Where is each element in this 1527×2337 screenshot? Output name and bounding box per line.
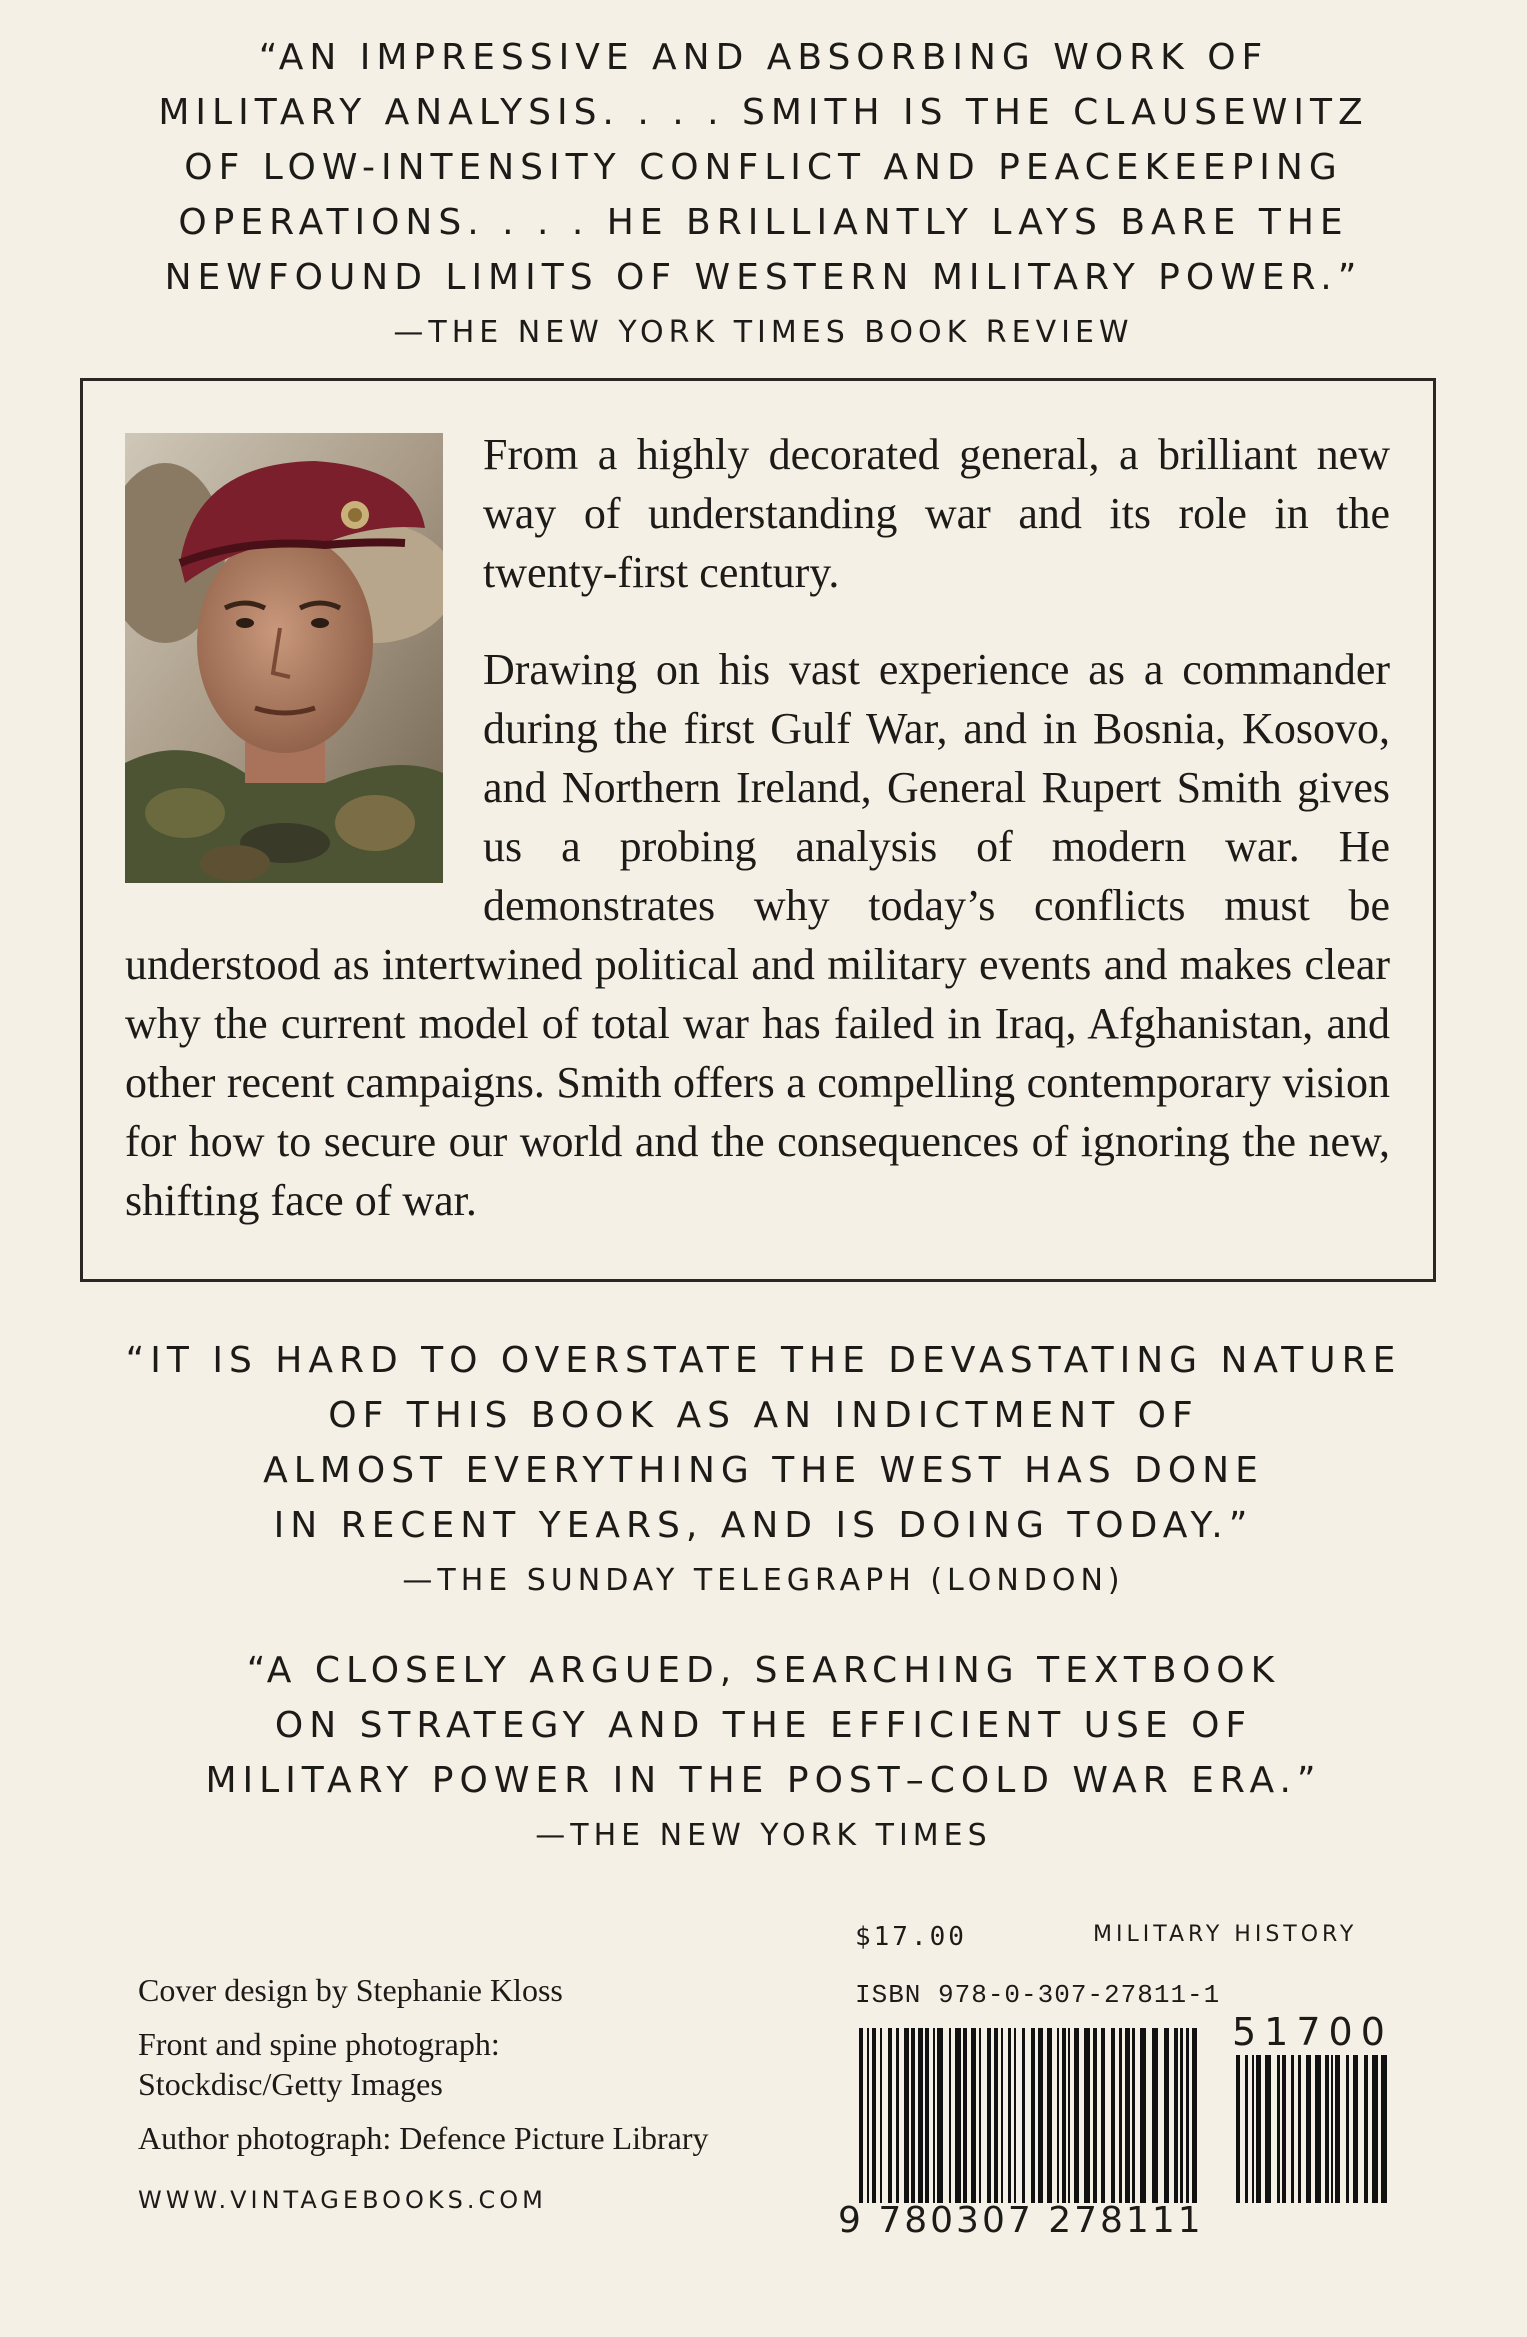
credits-block — [138, 1970, 858, 2234]
barcode-bar — [896, 2028, 899, 2203]
barcode-bar — [1140, 2028, 1146, 2203]
quote-line: ALMOST EVERYTHING THE WEST HAS DONE — [263, 1450, 1264, 1491]
category-label: MILITARY HISTORY — [1093, 1922, 1358, 1947]
barcode-bar — [1245, 2055, 1248, 2203]
barcode — [855, 2028, 1205, 2203]
barcode-bar — [1111, 2028, 1115, 2203]
quote-line: OF THIS BOOK AS AN INDICTMENT OF — [328, 1395, 1199, 1436]
barcode-bar — [1014, 2028, 1016, 2203]
front-photo-credit-line-1: Front and spine photograph: — [138, 2026, 500, 2062]
barcode-bar — [1298, 2055, 1301, 2203]
barcode-bar — [937, 2028, 943, 2203]
barcode-bar — [867, 2028, 869, 2203]
barcode-bar — [1364, 2055, 1368, 2203]
barcode-bar — [1164, 2028, 1169, 2203]
quote-attribution: —THE NEW YORK TIMES BOOK REVIEW — [393, 315, 1134, 350]
review-quote-nyt — [0, 1643, 1527, 1863]
barcode-bar — [1192, 2028, 1197, 2203]
quote-line: ON STRATEGY AND THE EFFICIENT USE OF — [274, 1705, 1253, 1746]
barcode-bar — [1174, 2028, 1178, 2203]
barcode-bar — [1125, 2028, 1130, 2203]
barcode-bar — [1291, 2055, 1294, 2203]
barcode-bar — [880, 2028, 882, 2203]
barcode-bar — [1101, 2028, 1105, 2203]
barcode-bar — [955, 2028, 961, 2203]
barcode-bar — [1068, 2028, 1070, 2203]
barcode-bar — [949, 2028, 951, 2203]
barcode-bar — [1353, 2055, 1358, 2203]
barcode-bar — [1084, 2028, 1090, 2203]
barcode-bar — [1001, 2028, 1003, 2203]
barcode-bar — [1372, 2055, 1378, 2203]
barcode-bar — [1252, 2055, 1254, 2203]
barcode-bar — [904, 2028, 909, 2203]
front-photo-credit-line-2: Stockdisc/Getty Images — [138, 2066, 443, 2102]
barcode-bar — [1022, 2028, 1025, 2203]
barcode-bar — [925, 2028, 929, 2203]
barcode-bar — [1335, 2055, 1340, 2203]
barcode-bar — [1119, 2028, 1122, 2203]
barcode-bar — [1093, 2028, 1097, 2203]
barcode-bar — [1277, 2055, 1280, 2203]
quote-line: MILITARY ANALYSIS. . . . SMITH IS THE CLAUSEWITZ — [158, 92, 1369, 133]
barcode-bar — [888, 2028, 892, 2203]
quote-line: OF LOW-INTENSITY CONFLICT AND PEACEKEEPING — [184, 147, 1343, 188]
quote-line: NEWFOUND LIMITS OF WESTERN MILITARY POWER.” — [164, 257, 1363, 298]
barcode-bar — [1346, 2055, 1349, 2203]
barcode-bar — [1282, 2055, 1286, 2203]
barcode-bar — [1315, 2055, 1321, 2203]
quote-line: “A CLOSELY ARGUED, SEARCHING TEXTBOOK — [246, 1650, 1281, 1691]
barcode-bar — [1047, 2028, 1052, 2203]
barcode-bar — [1265, 2055, 1271, 2203]
barcode-bar — [1306, 2055, 1311, 2203]
barcode-bar — [1236, 2055, 1240, 2203]
blurb-text — [125, 425, 1390, 1230]
barcode-bar — [1381, 2055, 1387, 2203]
barcode-bar — [963, 2028, 967, 2203]
quote-line: “AN IMPRESSIVE AND ABSORBING WORK OF — [258, 37, 1269, 78]
review-quote-nyt-book-review — [0, 30, 1527, 360]
barcode-bar — [1008, 2028, 1011, 2203]
barcode-bar — [1180, 2028, 1183, 2203]
cover-design-credit: Cover design by Stephanie Kloss — [138, 1972, 563, 2008]
review-quote-sunday-telegraph — [0, 1333, 1527, 1608]
barcode-bar — [1256, 2055, 1261, 2203]
barcode-bar — [979, 2028, 981, 2203]
publisher-website-link[interactable]: WWW.VINTAGEBOOKS.COM — [138, 2186, 547, 2214]
barcode-bar — [1325, 2055, 1329, 2203]
quote-attribution: —THE NEW YORK TIMES — [535, 1818, 992, 1853]
barcode-bar — [1152, 2028, 1158, 2203]
author-photo-credit: Author photograph: Defence Picture Library — [138, 2120, 709, 2156]
barcode-bar — [994, 2028, 998, 2203]
blurb-paragraph-body: Drawing on his vast experience as a commander during the first Gulf War, and in Bosnia, Kosovo, and Northern Ireland, General Rupert Smith gives us a probing analysis of modern war. He demonstrates why today’s conflicts must be understood as intertwined political and military events and makes clear why the current model of total war has failed in Iraq, Afghanistan, and other recent campaigns. Smith offers a compelling contemporary vision for how to secure our world and the consequences of ignoring the new, shifting face of war. — [125, 645, 1390, 1225]
barcode-bar — [859, 2028, 863, 2203]
photo-spacer — [125, 425, 483, 880]
addon-barcode-number: 51700 — [1232, 2010, 1393, 2054]
barcode-bar — [918, 2028, 923, 2203]
price-label: $17.00 — [855, 1922, 967, 1952]
barcode-bar — [911, 2028, 915, 2203]
barcode-digits: 9 780307 278111 — [838, 2200, 1204, 2241]
barcode-bar — [987, 2028, 991, 2203]
front-photo-credit — [138, 2024, 858, 2104]
addon-barcode — [1232, 2055, 1392, 2203]
barcode-bar — [1074, 2028, 1079, 2203]
barcode-bar — [1038, 2028, 1043, 2203]
barcode-bar — [933, 2028, 935, 2203]
barcode-bar — [1057, 2028, 1059, 2203]
barcode-bar — [971, 2028, 976, 2203]
quote-line: OPERATIONS. . . . HE BRILLIANTLY LAYS BARE THE — [178, 202, 1349, 243]
quote-line: “IT IS HARD TO OVERSTATE THE DEVASTATING NATURE — [125, 1340, 1402, 1381]
barcode-bar — [1186, 2028, 1189, 2203]
barcode-bar — [1132, 2028, 1135, 2203]
barcode-bar — [872, 2028, 876, 2203]
barcode-bar — [1031, 2028, 1035, 2203]
barcode-bar — [1331, 2055, 1333, 2203]
isbn-label: ISBN 978-0-307-27811-1 — [855, 1980, 1221, 2010]
blurb-paragraph-intro: From a highly decorated general, a brilliant new way of understanding war and its role in the twenty-first century. — [483, 430, 1390, 597]
quote-attribution: —THE SUNDAY TELEGRAPH (LONDON) — [402, 1563, 1125, 1598]
quote-line: MILITARY POWER IN THE POST–COLD WAR ERA.” — [205, 1760, 1322, 1801]
quote-line: IN RECENT YEARS, AND IS DOING TODAY.” — [273, 1505, 1254, 1546]
barcode-bar — [1062, 2028, 1066, 2203]
